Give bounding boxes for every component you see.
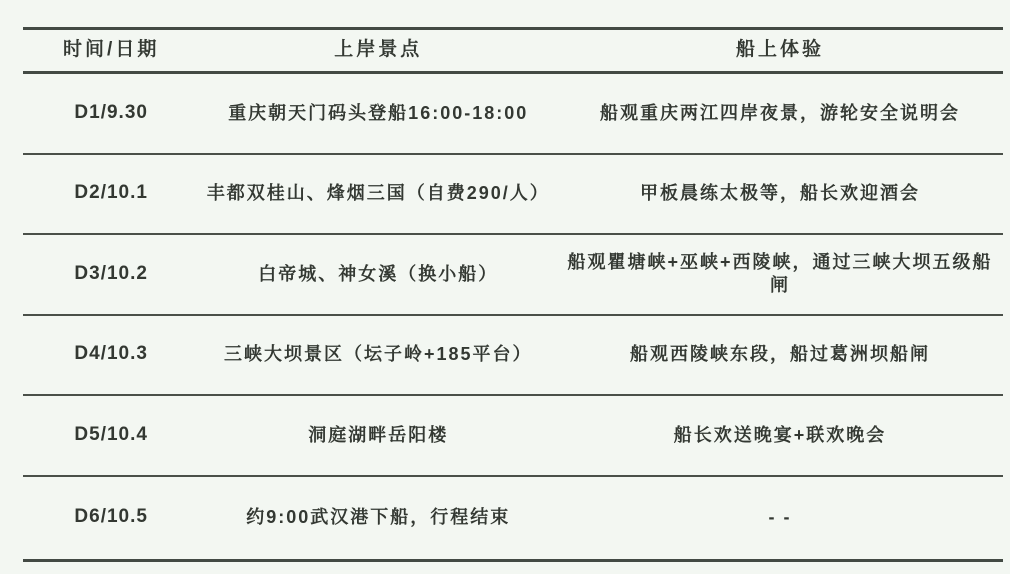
header-cell-shore: 上岸景点	[334, 39, 423, 61]
header-cell-onboard: 船上体验	[736, 39, 825, 61]
cell-shore: 约9:00武汉港下船，行程结束	[246, 506, 511, 527]
cell-date: D6/10.5	[74, 506, 148, 528]
table-row-d3	[23, 235, 1003, 316]
cell-onboard: 船观瞿塘峡+巫峡+西陵峡，通过三峡大坝五级船闸	[567, 251, 993, 296]
table-row-d4	[23, 316, 1003, 397]
cell-shore: 白帝城、神女溪（换小船）	[258, 263, 499, 284]
cell-shore: 丰都双桂山、烽烟三国（自费290/人）	[206, 183, 550, 204]
cell-onboard: 船观西陵峡东段，船过葛洲坝船闸	[630, 344, 931, 365]
table-row-d5	[23, 396, 1003, 477]
itinerary-table	[23, 27, 1003, 562]
cell-onboard: 船长欢送晚宴+联欢晚会	[673, 424, 887, 445]
cell-date: D3/10.2	[74, 262, 148, 284]
table-row-d6	[23, 477, 1003, 562]
cell-onboard: 甲板晨练太极等，船长欢迎酒会	[640, 183, 921, 204]
cell-date: D2/10.1	[74, 182, 148, 204]
cell-shore: 重庆朝天门码头登船16:00-18:00	[228, 102, 529, 123]
cell-date: D1/9.30	[74, 101, 148, 123]
header-row	[23, 30, 1003, 74]
cell-date: D5/10.4	[74, 423, 148, 445]
cell-onboard: 船观重庆两江四岸夜景，游轮安全说明会	[600, 102, 961, 123]
header-cell-date: 时间/日期	[63, 39, 160, 61]
cell-shore: 三峡大坝景区（坛子岭+185平台）	[223, 344, 533, 365]
cell-date: D4/10.3	[74, 343, 148, 365]
cell-onboard: - -	[768, 506, 792, 527]
table-row-d2	[23, 155, 1003, 236]
cell-shore: 洞庭湖畔岳阳楼	[308, 424, 449, 445]
table-row-d1	[23, 74, 1003, 155]
